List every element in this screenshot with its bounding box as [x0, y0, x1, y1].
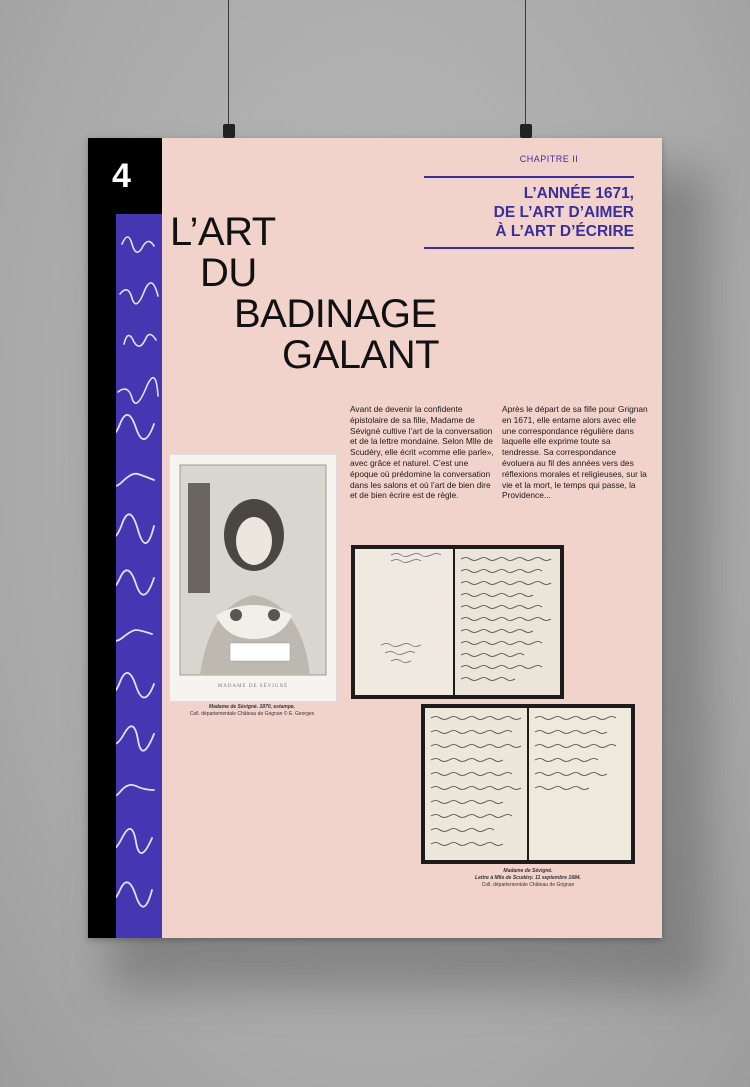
chapter-header	[424, 154, 634, 249]
title-line: BADINAGE	[234, 292, 437, 336]
portrait-engraving	[169, 454, 337, 702]
poster	[88, 138, 662, 938]
title-line: DU	[200, 251, 257, 295]
binder-clip-left	[223, 124, 235, 138]
chapter-title-line: À L’ART D’ÉCRIRE	[495, 223, 634, 240]
title-line: GALANT	[282, 333, 440, 377]
chapter-label: CHAPITRE II	[519, 154, 579, 164]
portrait-caption-title: Madame de Sévigné. 1870, estampe.	[208, 704, 296, 710]
letter-image-1	[351, 545, 564, 699]
chapter-title-line: L’ANNÉE 1671,	[523, 185, 634, 202]
portrait-caption-credit: Coll. départementale Château de Grignan © E. Georges	[189, 711, 315, 717]
letter-caption-credit: Coll. départementale Château de Grignan	[481, 882, 575, 888]
binder-clip-right	[520, 124, 532, 138]
chapter-number: 4	[112, 157, 131, 195]
hanging-wire-right	[525, 0, 526, 128]
hanging-wire-left	[228, 0, 229, 128]
black-side-bar	[88, 138, 116, 938]
portrait-caption	[169, 704, 335, 718]
letter-caption	[421, 868, 635, 889]
text-paragraph-1: Avant de devenir la confidente épistolaire de sa fille, Madame de Sévigné cultive l’art de la conversation et de la lettre mondaine. Selon Mlle de Scudéry, elle écrit «comme elle parle», avec grâce et naturel. C’est une époque où prédomine la conversation dans les salons et où l’art de bien dire et de bien écrire est de règle.	[350, 404, 494, 501]
chapter-title-line: DE L’ART D’AIMER	[493, 204, 634, 221]
chapter-title	[424, 176, 634, 249]
title-line: L’ART	[170, 210, 276, 254]
text-paragraph-2: Après le départ de sa fille pour Grignan en 1671, elle entame alors avec elle une correspondance régulière dans laquelle elle exprime toute sa tendresse. Sa correspondance évoluera au fil des années vers des réflexions morales et religieuses, sur la vie et la mort, le temps qui passe, la Providence...	[502, 404, 648, 501]
main-title	[170, 212, 439, 376]
letter-caption-detail: Lettre à Mlle de Scudéry. 11 septembre 1684.	[475, 875, 581, 881]
portrait-inscription: MADAME DE SÉVIGNÉ	[217, 684, 289, 689]
letter-image-2	[421, 704, 635, 864]
letter-caption-title: Madame de Sévigné.	[503, 868, 553, 874]
